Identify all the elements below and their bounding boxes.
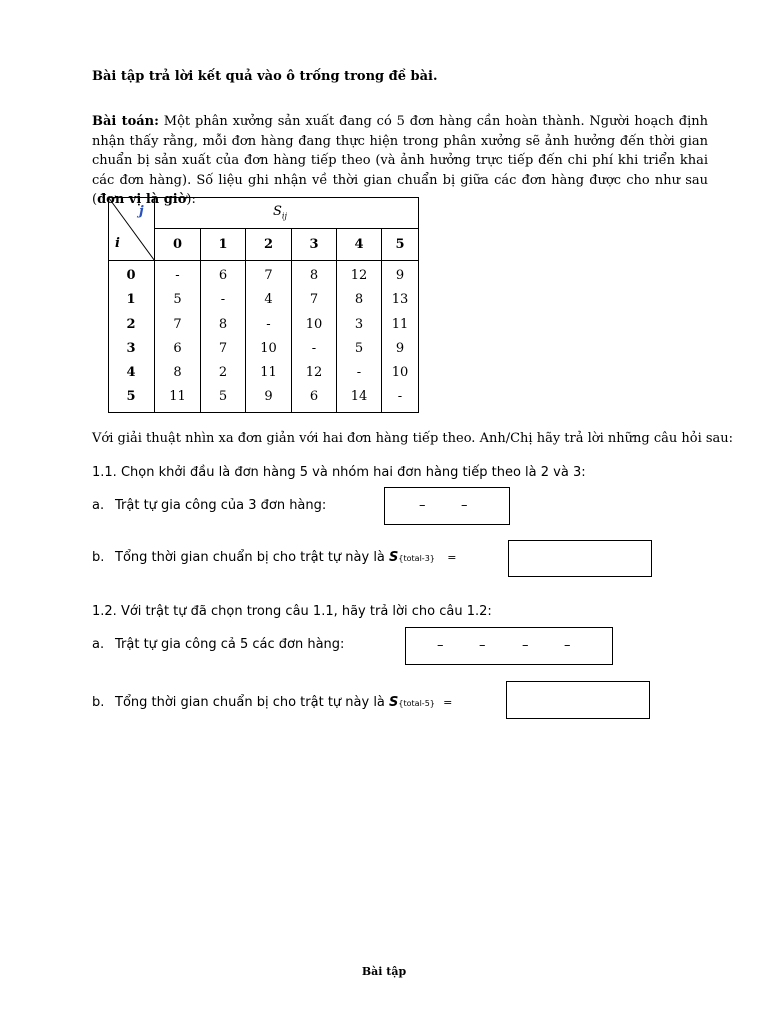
table-cell: 7: [218, 341, 228, 356]
table-cell: 12: [350, 268, 368, 283]
table-cell: 12: [305, 365, 323, 380]
span-header: $S_{ij}$: [273, 204, 287, 221]
row-header: 0: [126, 268, 136, 283]
q12-b-answer-box[interactable]: [506, 681, 650, 719]
row-header: 1: [126, 292, 136, 307]
intro-text: Với giải thuật nhìn xa đơn giản với hai đơn hàng tiếp theo. Anh/Chị hãy trả lời những câu hỏi sau:: [92, 431, 734, 446]
table-cell: 3: [354, 317, 364, 332]
q12-b-marker: b.: [92, 695, 105, 710]
table-cell: 5: [173, 292, 182, 307]
corner-label-j: j: [139, 204, 144, 219]
q11-b-marker: b.: [92, 550, 105, 565]
column-header: 0: [172, 237, 183, 252]
corner-diagonal: [109, 198, 155, 261]
row-header: 5: [126, 389, 136, 404]
q12-a-dash-3: –: [522, 638, 529, 653]
q11-a-answer-box[interactable]: [384, 487, 510, 525]
table-cell: 7: [173, 317, 182, 332]
table-cell: 11: [260, 365, 277, 380]
q12-a-dash-1: –: [437, 638, 444, 653]
table-cell: -: [397, 389, 403, 404]
table-cell: 7: [264, 268, 273, 283]
column-header: 4: [354, 237, 364, 252]
table-cell: 9: [395, 268, 405, 283]
table-cell: 5: [218, 389, 228, 404]
table-cell: -: [220, 292, 226, 307]
table-cell: 10: [260, 341, 277, 356]
table-cell: 10: [305, 317, 323, 332]
q11-b-text-line: Tổng thời gian chuẩn bị cho trật tự này là S{total-3} =: [115, 550, 457, 565]
table-cell: -: [311, 341, 317, 356]
q12-a-text: Trật tự gia công cả 5 các đơn hàng:: [115, 637, 345, 652]
table-cell: 8: [218, 317, 228, 332]
problem-paragraph: [92, 112, 708, 210]
q11-a-text: Trật tự gia công của 3 đơn hàng:: [115, 498, 327, 513]
table-cell: 7: [309, 292, 319, 307]
table-cell: -: [356, 365, 362, 380]
q12-a-answer-box[interactable]: [405, 627, 613, 665]
table-cell: 6: [173, 341, 182, 356]
table-cell: 8: [354, 292, 364, 307]
table-cell: -: [175, 268, 180, 283]
table-cell: 2: [218, 365, 228, 380]
question-1-2-title: 1.2. Với trật tự đã chọn trong câu 1.1, hãy trả lời cho câu 1.2:: [92, 604, 492, 619]
q11-b-answer-box[interactable]: [508, 540, 652, 577]
table-cell: 8: [309, 268, 319, 283]
page-heading: Bài tập trả lời kết quả vào ô trống trong đề bài.: [92, 69, 438, 84]
column-header: 1: [218, 237, 228, 252]
q11-a-dash-2: –: [461, 498, 468, 513]
table-cell: 11: [169, 389, 186, 404]
problem-text-end: ):: [186, 192, 196, 207]
q12-a-marker: a.: [92, 637, 105, 652]
q12-b-text-line: Tổng thời gian chuẩn bị cho trật tự này là S{total-5} =: [115, 695, 453, 710]
table-cell: 13: [391, 292, 409, 307]
column-header: 3: [309, 237, 319, 252]
row-header: 4: [126, 365, 136, 380]
table-cell: 5: [354, 341, 364, 356]
unit-note: đơn vị là giờ: [97, 192, 187, 207]
column-header: 5: [395, 237, 405, 252]
q11-a-dash-1: –: [419, 498, 426, 513]
corner-label-i: i: [115, 236, 120, 251]
column-header: 2: [263, 237, 274, 252]
table-cell: 14: [350, 389, 368, 404]
table-cell: -: [266, 317, 271, 332]
q12-a-dash-2: –: [479, 638, 486, 653]
question-1-1-title: 1.1. Chọn khởi đầu là đơn hàng 5 và nhóm hai đơn hàng tiếp theo là 2 và 3:: [92, 465, 586, 480]
table-cell: 9: [264, 389, 273, 404]
table-cell: 4: [264, 292, 273, 307]
row-header: 2: [126, 317, 136, 332]
problem-label: Bài toán:: [92, 114, 159, 129]
row-header: 3: [126, 341, 136, 356]
q11-a-marker: a.: [92, 498, 105, 513]
table-cell: 11: [391, 317, 409, 332]
table-cell: 6: [309, 389, 319, 404]
page-footer: Bài tập: [361, 965, 407, 978]
table-cell: 6: [218, 268, 228, 283]
setup-time-table: [108, 197, 419, 413]
table-cell: 10: [391, 365, 409, 380]
q12-a-dash-4: –: [564, 638, 571, 653]
table-cell: 8: [173, 365, 182, 380]
table-cell: 9: [395, 341, 405, 356]
problem-text: Một phân xưởng sản xuất đang có 5 đơn hàng cần hoàn thành. Người hoạch định nhận thấy rằng, mỗi đơn hàng đang thực hiện trong phân xưởng sẽ ảnh hưởng đến thời gian chuẩn bị sản xuất của đơn hàng tiếp theo (và ảnh hưởng trực tiếp đến chi phí khi triển khai các đơn hàng). Số liệu ghi nhận về thời gian chuẩn bị giữa các đơn hàng được cho như sau (: [92, 114, 708, 207]
